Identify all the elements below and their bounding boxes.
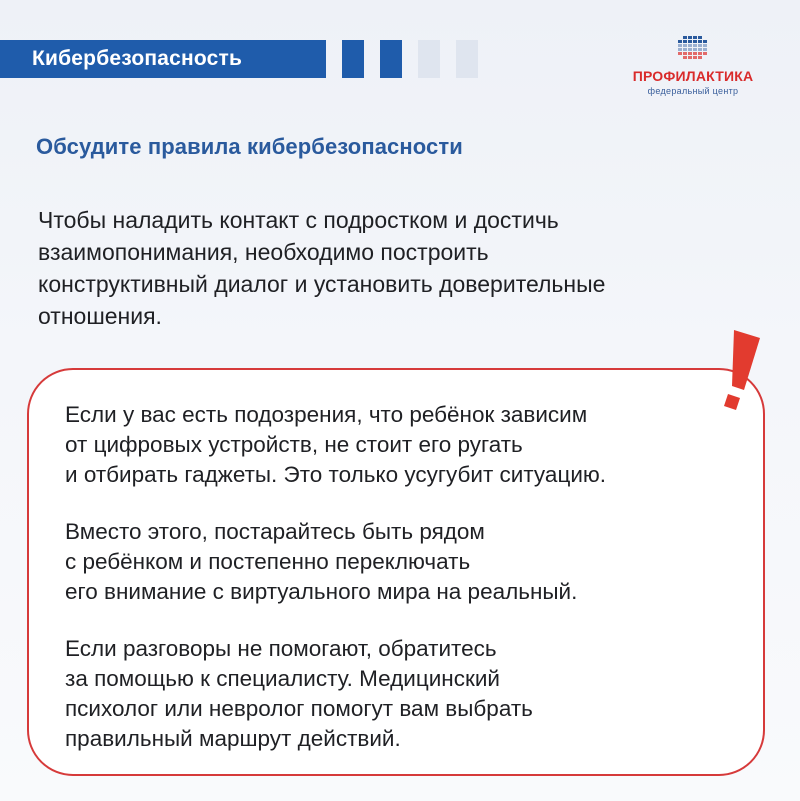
intro-line: конструктивный диалог и установить доверительные bbox=[38, 271, 606, 297]
decorative-bar bbox=[456, 40, 478, 78]
section-tag bbox=[0, 40, 326, 78]
advice-paragraph bbox=[65, 517, 765, 607]
advice-line: Вместо этого, постарайтесь быть рядом bbox=[65, 519, 485, 544]
intro-line: взаимопонимания, необходимо построить bbox=[38, 239, 489, 265]
intro-line: Чтобы наладить контакт с подростком и достичь bbox=[38, 207, 559, 233]
page-subtitle: Обсудите правила кибербезопасности bbox=[36, 134, 463, 159]
advice-line: Если разговоры не помогают, обратитесь bbox=[65, 636, 497, 661]
logo-subtitle: федеральный центр bbox=[647, 86, 739, 96]
decorative-bar bbox=[342, 40, 364, 78]
decorative-bar bbox=[380, 40, 402, 78]
advice-line: с ребёнком и постепенно переключать bbox=[65, 549, 471, 574]
advice-line: его внимание с виртуального мира на реальный. bbox=[65, 579, 578, 604]
logo-name: ПРОФИЛАКТИКА bbox=[632, 68, 754, 84]
advice-line: психолог или невролог помогут вам выбрать bbox=[65, 696, 533, 721]
advice-paragraph bbox=[65, 634, 765, 754]
logo-grid-icon bbox=[675, 36, 711, 64]
intro-text bbox=[38, 204, 778, 332]
advice-paragraph bbox=[65, 400, 765, 490]
advice-line: правильный маршрут действий. bbox=[65, 726, 401, 751]
advice-line: и отбирать гаджеты. Это только усугубит ситуацию. bbox=[65, 462, 607, 487]
intro-line: отношения. bbox=[38, 303, 162, 329]
advice-card bbox=[27, 368, 765, 776]
section-title: Кибербезопасность bbox=[32, 47, 243, 70]
logo bbox=[617, 36, 769, 100]
advice-line: за помощью к специалисту. Медицинский bbox=[65, 666, 500, 691]
advice-line: от цифровых устройств, не стоит его ругать bbox=[65, 432, 523, 457]
advice-line: Если у вас есть подозрения, что ребёнок зависим bbox=[65, 402, 588, 427]
decorative-bar bbox=[418, 40, 440, 78]
exclamation-icon bbox=[714, 324, 778, 416]
